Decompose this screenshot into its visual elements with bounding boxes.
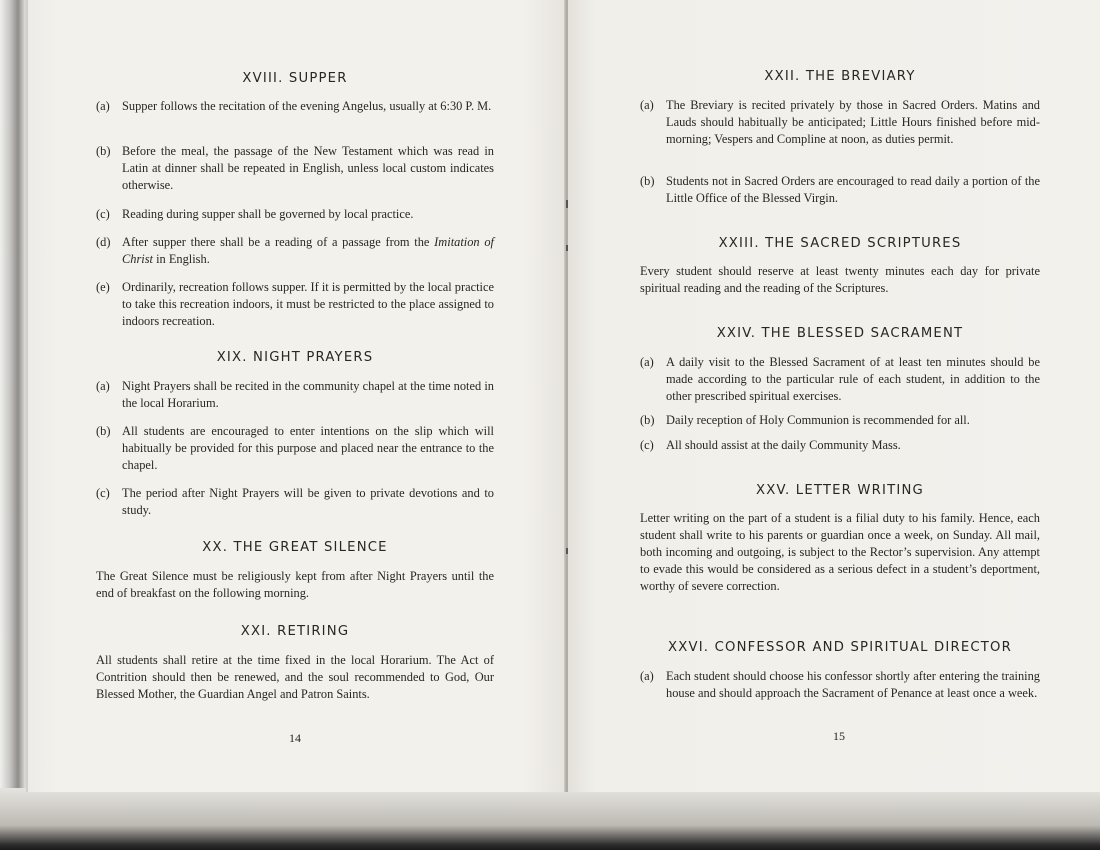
list-item: [640, 412, 1040, 429]
item-text: Before the meal, the passage of the New Testament which was read in Latin at dinner shall be repeated in English, unless local custom indicates otherwise.: [122, 144, 494, 192]
section-heading-night-prayers: XIX. NIGHT PRAYERS: [216, 350, 374, 365]
item-label: (b): [640, 174, 655, 188]
book-spine-edge: [0, 0, 24, 790]
list-item: [96, 279, 494, 330]
page-number: 15: [833, 729, 845, 743]
item-label: (b): [640, 413, 655, 427]
page-number: 14: [289, 731, 301, 745]
item-label: (a): [96, 379, 110, 393]
list-item: [640, 668, 1040, 702]
item-text: Ordinarily, recreation follows supper. If it is permitted by the local practice to take this recreation indoors, it must be restricted to the place assigned to indoors recreation.: [122, 280, 494, 328]
item-label: (c): [640, 438, 654, 452]
list-item: [96, 206, 494, 223]
section-heading-retiring: XXI. RETIRING: [240, 624, 350, 639]
section-heading-confessor: XXVI. CONFESSOR AND SPIRITUAL DIRECTOR: [668, 640, 1012, 655]
item-label: (b): [96, 424, 111, 438]
book-title: Imitation of Christ: [122, 235, 494, 266]
list-item: [96, 378, 494, 412]
item-text: Students not in Sacred Orders are encouraged to read daily a portion of the Little Office of the Blessed Virgin.: [666, 174, 1040, 205]
item-text: All should assist at the daily Community Mass.: [666, 438, 901, 452]
item-text: A daily visit to the Blessed Sacrament of at least ten minutes should be made according to the particular rule of each student, in addition to the other prescribed spiritual exercises.: [666, 355, 1040, 403]
list-item: [96, 98, 494, 115]
item-text: All students are encouraged to enter intentions on the slip which will habitually be provided for this purpose and placed near the entrance to the chapel.: [122, 424, 494, 472]
list-item: [96, 485, 494, 519]
item-label: (c): [96, 486, 110, 500]
section-paragraph: All students shall retire at the time fixed in the local Horarium. The Act of Contrition should then be renewed, and the soul recommended to God, Our Blessed Mother, the Guardian Angel and Patron Saints.: [96, 653, 494, 701]
item-label: (b): [96, 144, 111, 158]
item-text-after: in English.: [153, 252, 210, 266]
item-label: (a): [96, 99, 110, 113]
section-paragraph: Every student should reserve at least twenty minutes each day for private spiritual reading and the reading of the Scriptures.: [640, 264, 1040, 295]
item-label: (e): [96, 280, 110, 294]
item-text: The Breviary is recited privately by those in Sacred Orders. Matins and Lauds should habitually be anticipated; Little Hours finished before mid-morning; Vespers and Compline at noon, as duties permit.: [666, 98, 1040, 146]
left-page: [26, 0, 566, 792]
item-label: (a): [640, 98, 654, 112]
list-item: [640, 97, 1040, 148]
section-heading-breviary: XXII. THE BREVIARY: [764, 69, 916, 84]
item-text: Supper follows the recitation of the evening Angelus, usually at 6:30 P. M.: [122, 99, 492, 113]
list-item: [640, 437, 1040, 454]
section-heading-supper: XVIII. SUPPER: [242, 71, 348, 86]
section-paragraph: Letter writing on the part of a student is a filial duty to his family. Hence, each student shall write to his parents or guardian once a week, on Sunday. All mail, both incoming and outgoing, is subject to the Rector’s supervision. Any attempt to evade this would be considered as a serious defect in a student’s deportment, worthy of severe correction.: [640, 511, 1040, 593]
item-label: (d): [96, 235, 111, 249]
section-heading-great-silence: XX. THE GREAT SILENCE: [202, 540, 388, 555]
section-paragraph: The Great Silence must be religiously kept from after Night Prayers until the end of breakfast on the following morning.: [96, 569, 494, 600]
list-item: [640, 173, 1040, 207]
item-label: (a): [640, 355, 654, 369]
item-text: Daily reception of Holy Communion is recommended for all.: [666, 413, 970, 427]
list-item: [96, 143, 494, 194]
right-page: [568, 0, 1100, 792]
item-text: Night Prayers shall be recited in the community chapel at the time noted in the local Horarium.: [122, 379, 494, 410]
item-text: The period after Night Prayers will be given to private devotions and to study.: [122, 486, 494, 517]
list-item: [96, 234, 494, 268]
item-label: (a): [640, 669, 654, 683]
item-text-before: After supper there shall be a reading of a passage from the: [122, 235, 435, 249]
item-text: Each student should choose his confessor shortly after entering the training house and should approach the Sacrament of Penance at least once a week.: [666, 669, 1040, 700]
section-heading-sacred-scriptures: XXIII. THE SACRED SCRIPTURES: [718, 236, 962, 251]
scanner-background: [0, 788, 1100, 850]
item-label: (c): [96, 207, 110, 221]
section-heading-blessed-sacrament: XXIV. THE BLESSED SACRAMENT: [716, 326, 964, 341]
list-item: [96, 423, 494, 474]
item-text: Reading during supper shall be governed by local practice.: [122, 207, 414, 221]
section-heading-letter-writing: XXV. LETTER WRITING: [756, 483, 924, 498]
list-item: [640, 354, 1040, 405]
